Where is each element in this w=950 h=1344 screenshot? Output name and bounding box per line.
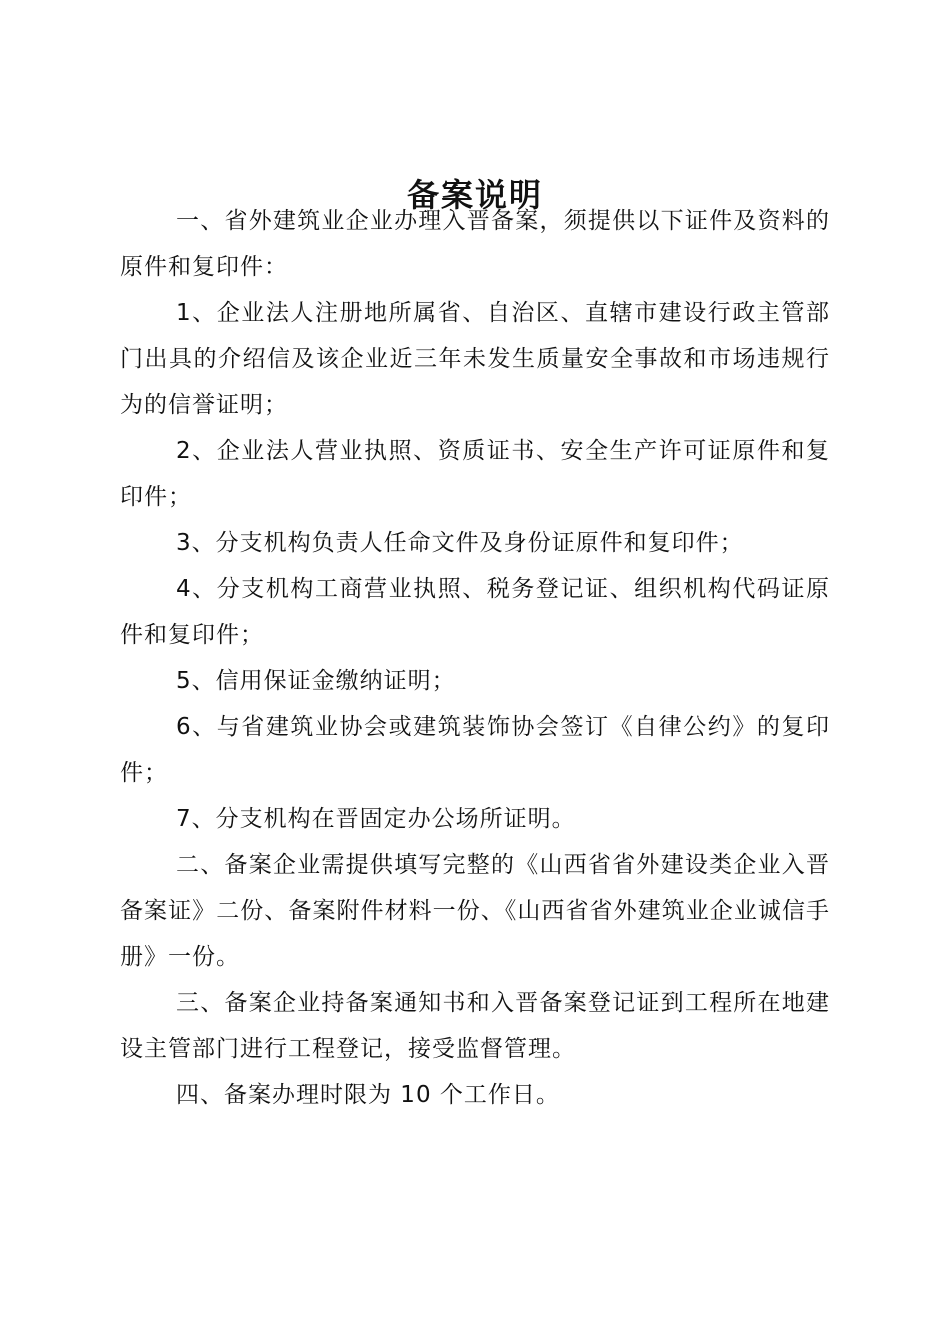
paragraph-subitem-7: 7、分支机构在晋固定办公场所证明。 [176, 806, 576, 832]
document-body [120, 198, 830, 1118]
document-title: 备案说明 [406, 176, 543, 215]
paragraph-item-2: 二、备案企业需提供填写完整的《山西省省外建设类企业入晋备案证》二份、备案附件材料一份、《山西省省外建筑业企业诚信手册》一份。 [120, 852, 830, 970]
paragraph-item-3: 三、备案企业持备案通知书和入晋备案登记证到工程所在地建设主管部门进行工程登记，接受监督管理。 [120, 990, 830, 1062]
paragraph-item-1: 一、省外建筑业企业办理入晋备案，须提供以下证件及资料的原件和复印件： [120, 208, 830, 280]
paragraph-item-4: 四、备案办理时限为 10 个工作日。 [176, 1082, 560, 1108]
paragraph-subitem-5: 5、信用保证金缴纳证明； [176, 668, 456, 694]
paragraph-subitem-2: 2、企业法人营业执照、资质证书、安全生产许可证原件和复印件； [120, 438, 830, 510]
paragraph-subitem-3: 3、分支机构负责人任命文件及身份证原件和复印件； [176, 530, 744, 556]
paragraph-subitem-1: 1、企业法人注册地所属省、自治区、直辖市建设行政主管部门出具的介绍信及该企业近三年未发生质量安全事故和市场违规行为的信誉证明； [120, 300, 830, 418]
paragraph-subitem-6: 6、与省建筑业协会或建筑装饰协会签订《自律公约》的复印件； [120, 714, 830, 786]
paragraph-subitem-4: 4、分支机构工商营业执照、税务登记证、组织机构代码证原件和复印件； [120, 576, 830, 648]
